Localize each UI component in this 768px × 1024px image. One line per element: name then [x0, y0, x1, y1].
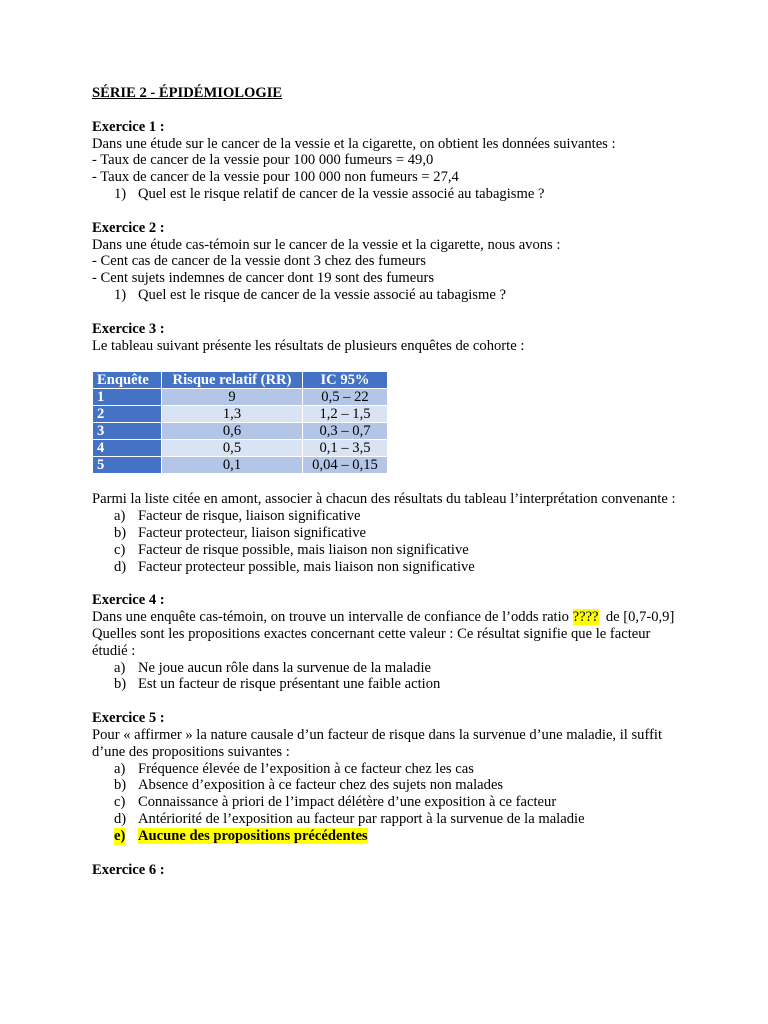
option-item	[92, 811, 682, 828]
option-text: Antériorité de l’exposition au facteur par rapport à la survenue de la maladie	[138, 810, 585, 827]
cell-ic: 0,3 – 0,7	[303, 423, 388, 440]
cell-rr: 0,5	[162, 440, 303, 457]
exercise-1	[92, 119, 682, 203]
list-marker: b)	[114, 676, 127, 693]
option-text: Connaissance à priori de l’impact délétère d’une exposition à ce facteur	[138, 794, 557, 811]
list-marker: a)	[114, 659, 126, 676]
exercise-1-line-1: Dans une étude sur le cancer de la vessie et la cigarette, on obtient les données suivantes :	[92, 135, 616, 152]
option-item	[92, 794, 682, 811]
table-row	[93, 389, 388, 406]
option-text: Fréquence élevée de l’exposition à ce facteur chez les cas	[138, 760, 474, 777]
option-text: Ne joue aucun rôle dans la survenue de la maladie	[138, 659, 431, 676]
option-item	[92, 559, 682, 576]
exercise-5-intro: Pour « affirmer » la nature causale d’un facteur de risque dans la survenue d’une maladie, il suffit d’une des propositions suivantes :	[92, 726, 663, 760]
answer-text: Aucune des propositions précédentes	[138, 827, 368, 844]
exercise-3-options	[92, 508, 682, 575]
option-text: Est un facteur de risque présentant une faible action	[138, 676, 441, 693]
table-row	[93, 423, 388, 440]
option-item	[92, 525, 682, 542]
exercise-2-title: Exercice 2 :	[92, 219, 165, 236]
exercise-1-title: Exercice 1 :	[92, 118, 165, 135]
cell-rr: 0,6	[162, 423, 303, 440]
cell-ic: 0,5 – 22	[303, 389, 388, 406]
cell-enquete: 1	[93, 389, 162, 406]
exercise-4-title: Exercice 4 :	[92, 592, 165, 609]
cell-ic: 0,04 – 0,15	[303, 457, 388, 474]
exercise-5	[92, 710, 682, 844]
exercise-4-question: Quelles sont les propositions exactes concernant cette valeur : Ce résultat signifie que le facteur étudié :	[92, 625, 651, 659]
answer-item	[92, 828, 682, 845]
exercise-3	[92, 321, 682, 576]
exercise-3-intro: Le tableau suivant présente les résultats de plusieurs enquêtes de cohorte :	[92, 337, 525, 354]
option-text: Facteur protecteur possible, mais liaison non significative	[138, 558, 475, 575]
exercise-1-questions	[92, 186, 682, 203]
exercise-1-line-3: - Taux de cancer de la vessie pour 100 000 non fumeurs = 27,4	[92, 169, 459, 186]
list-marker: d)	[114, 558, 127, 575]
exercise-1-question	[92, 186, 682, 203]
exercise-4-interval: de [0,7-0,9]	[598, 609, 675, 626]
option-text: Facteur de risque possible, mais liaison non significative	[138, 541, 469, 558]
option-item	[92, 761, 682, 778]
list-marker: c)	[114, 794, 126, 811]
option-item	[92, 660, 682, 677]
cell-enquete: 3	[93, 423, 162, 440]
table-row	[93, 457, 388, 474]
question-text: Quel est le risque relatif de cancer de la vessie associé au tabagisme ?	[138, 185, 545, 202]
column-header-rr: Risque relatif (RR)	[162, 372, 303, 389]
exercise-5-title: Exercice 5 :	[92, 710, 165, 727]
exercise-5-options	[92, 761, 682, 845]
highlighted-placeholder: ????	[572, 609, 599, 626]
document-title: SÉRIE 2 - ÉPIDÉMIOLOGIE	[92, 85, 283, 101]
list-marker: b)	[114, 524, 127, 541]
cell-enquete: 5	[93, 457, 162, 474]
exercise-2	[92, 220, 682, 304]
list-marker: c)	[114, 541, 126, 558]
cohort-results-table	[92, 371, 388, 474]
exercise-6-title: Exercice 6 :	[92, 861, 165, 878]
list-marker: a)	[114, 760, 126, 777]
exercise-1-line-2: - Taux de cancer de la vessie pour 100 000 fumeurs = 49,0	[92, 152, 434, 169]
list-marker: e)	[114, 827, 126, 844]
option-item	[92, 777, 682, 794]
table-header-row	[93, 372, 388, 389]
column-header-enquete: Enquête	[93, 372, 162, 389]
cell-ic: 0,1 – 3,5	[303, 440, 388, 457]
table-row	[93, 440, 388, 457]
exercise-3-title: Exercice 3 :	[92, 320, 165, 337]
list-marker: 1)	[114, 185, 127, 202]
column-header-ic: IC 95%	[303, 372, 388, 389]
cell-enquete: 4	[93, 440, 162, 457]
option-item	[92, 676, 682, 693]
option-text: Facteur protecteur, liaison significative	[138, 524, 366, 541]
list-marker: b)	[114, 777, 127, 794]
exercise-2-line-1: Dans une étude cas-témoin sur le cancer de la vessie et la cigarette, nous avons :	[92, 236, 561, 253]
list-marker: 1)	[114, 286, 127, 303]
option-text: Facteur de risque, liaison significative	[138, 508, 361, 525]
cell-rr: 0,1	[162, 457, 303, 474]
cell-ic: 1,2 – 1,5	[303, 406, 388, 423]
list-marker: d)	[114, 810, 127, 827]
cell-enquete: 2	[93, 406, 162, 423]
exercise-2-line-2: - Cent cas de cancer de la vessie dont 3 chez des fumeurs	[92, 253, 426, 270]
exercise-4-text: Dans une enquête cas-témoin, on trouve un intervalle de confiance de l’odds ratio	[92, 609, 573, 626]
question-text: Quel est le risque de cancer de la vessie associé au tabagisme ?	[138, 286, 506, 303]
exercise-2-line-3: - Cent sujets indemnes de cancer dont 19 sont des fumeurs	[92, 270, 435, 287]
option-item	[92, 508, 682, 525]
exercise-4	[92, 592, 682, 693]
exercise-2-questions	[92, 287, 682, 304]
cell-rr: 9	[162, 389, 303, 406]
exercise-4-line-1	[92, 609, 682, 626]
list-marker: a)	[114, 508, 126, 525]
exercise-6	[92, 862, 682, 879]
table-row	[93, 406, 388, 423]
option-text: Absence d’exposition à ce facteur chez des sujets non malades	[138, 777, 504, 794]
exercise-2-question	[92, 287, 682, 304]
option-item	[92, 542, 682, 559]
exercise-4-options	[92, 660, 682, 694]
document-body	[92, 85, 682, 895]
exercise-3-question: Parmi la liste citée en amont, associer à chacun des résultats du tableau l’interprétation convenante :	[92, 491, 676, 508]
cell-rr: 1,3	[162, 406, 303, 423]
